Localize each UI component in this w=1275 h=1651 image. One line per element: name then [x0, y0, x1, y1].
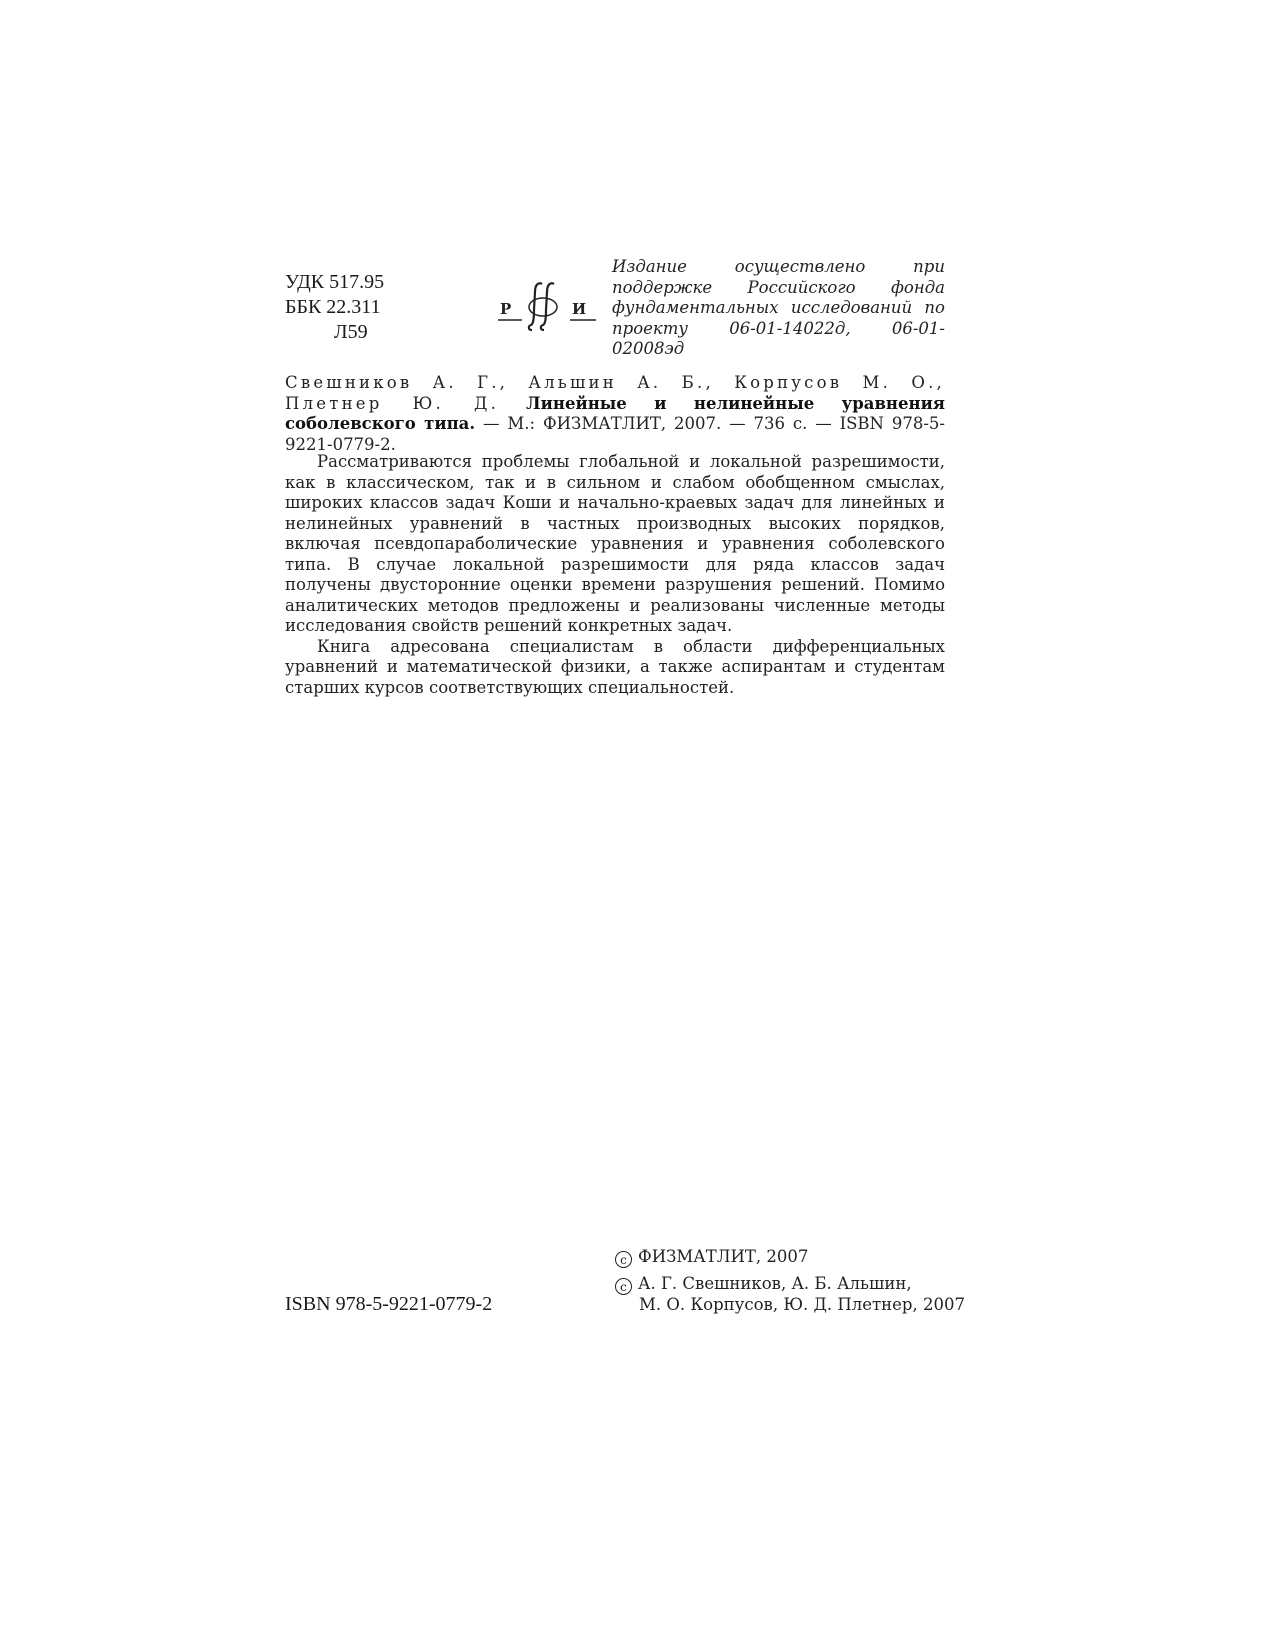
udk-code: УДК 517.95: [285, 271, 385, 293]
abstract-paragraph: Рассматриваются проблемы глобальной и локальной разрешимости, как в классическом, так и в сильном и слабом обобщенном смыслах, широких классов задач Коши и начально-краевых задач для линейных и нелинейных уравнений в частных производных высоких порядков, включая псевдопараболические уравнения и уравнения соболевского типа. В случае локальной разрешимости для ряда классов задач получены двусторонние оценки времени разрушения решений. Помимо аналитических методов предложены и реализованы численные методы исследования свойств решений конкретных задач.: [285, 452, 945, 635]
rffi-logo: [498, 280, 598, 336]
grant-support-note: Издание осуществлено при поддержке Российского фонда фундаментальных исследований по проекту 06-01-14022д, 06-01-02008эд: [612, 257, 945, 358]
classification-codes: [285, 270, 384, 345]
biblio-imprint: — М.: ФИЗМАТЛИТ, 2007. — 736 с. — ISBN 978-5-9221-0779-2.: [285, 414, 946, 454]
isbn: ISBN 978-5-9221-0779-2: [285, 1293, 493, 1315]
bbk-code: ББК 22.311: [285, 296, 381, 318]
abstract-paragraph: Книга адресована специалистам в области дифференциальных уравнений и математической физики, а также аспирантам и студентам старших курсов соответствующих специальностей.: [285, 636, 945, 697]
author-mark: Л59: [334, 321, 368, 343]
copyright-publisher-row: [615, 1247, 965, 1268]
biblio-title: Линейные и нелинейные уравнения соболевского типа.: [285, 393, 945, 433]
copyright-icon: c: [615, 1278, 632, 1295]
svg-text:И: И: [572, 300, 587, 318]
abstract: [285, 452, 945, 698]
copyright-authors-line-2: М. О. Корпусов, Ю. Д. Плетнер, 2007: [639, 1295, 965, 1314]
bibliographic-entry: [285, 373, 945, 455]
copyright-icon: c: [615, 1251, 632, 1268]
svg-text:Р: Р: [500, 300, 512, 318]
copyright-publisher: ФИЗМАТЛИТ, 2007: [638, 1247, 809, 1266]
biblio-authors: Свешников А. Г., Альшин А. Б., Корпусов М. О., Плетнер Ю. Д.: [285, 373, 945, 413]
copyright-authors-row: [615, 1274, 965, 1295]
copyright-authors-line-1: А. Г. Свешников, А. Б. Альшин,: [638, 1274, 912, 1293]
copyright-block: [615, 1247, 965, 1316]
